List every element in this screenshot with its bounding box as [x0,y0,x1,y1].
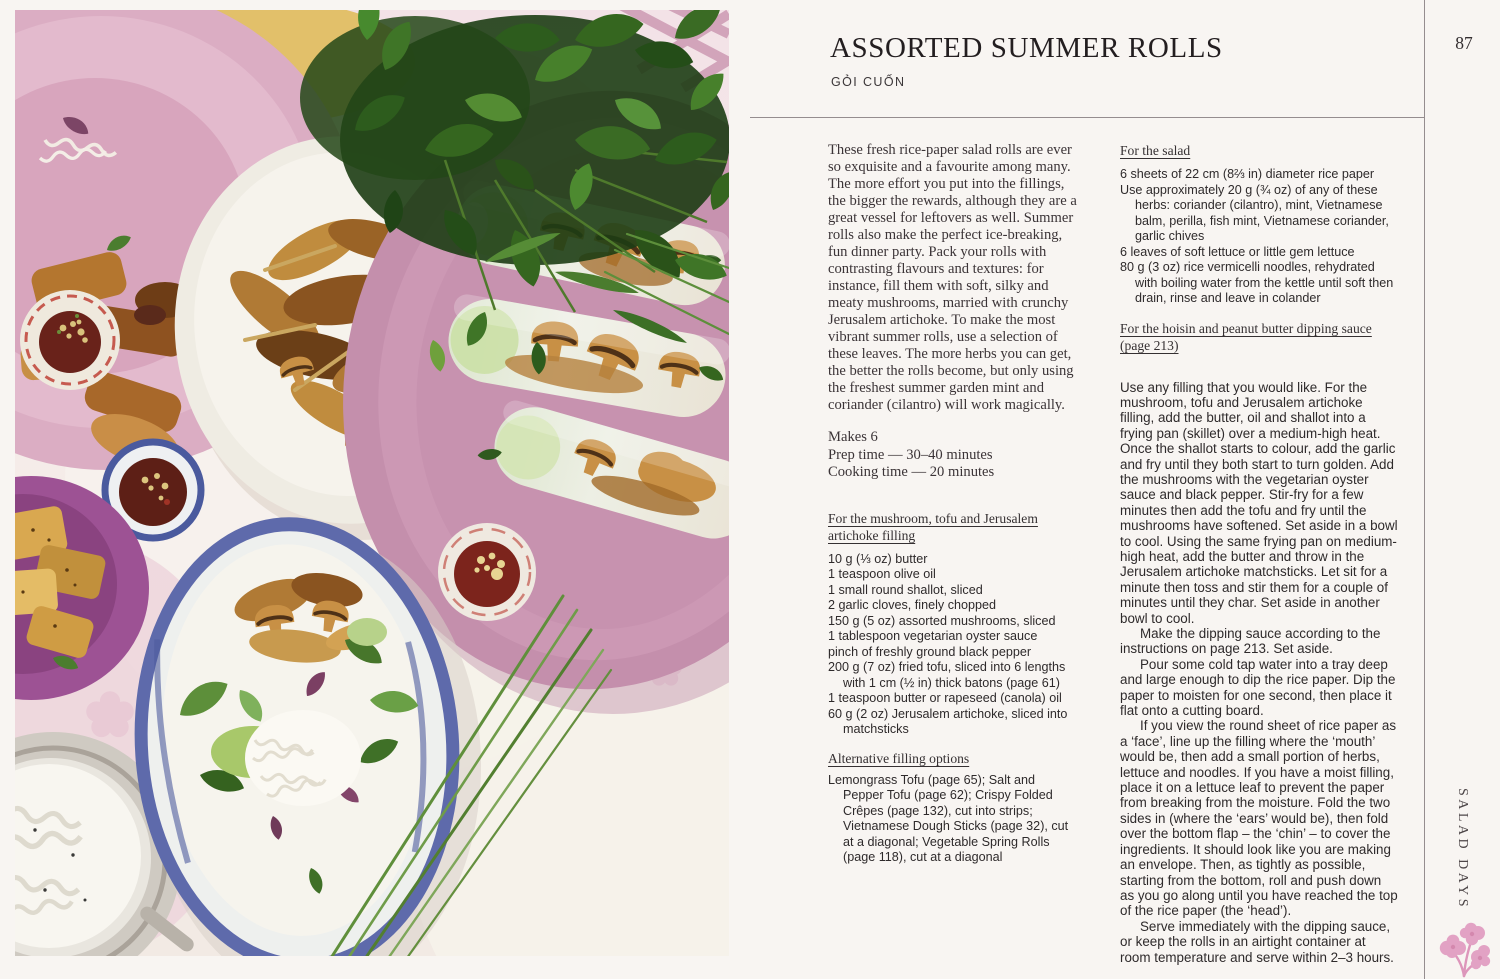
method-paragraph: Use any filling that you would like. For the mushroom, tofu and Jerusalem artichoke filling, add the butter, oil and shallot into a frying pan (skillet) over a medium-high heat. Once the shallot starts to colour, add the garlic and fry until they both start to turn golden. Add the mushrooms with the vegetarian oyster sauce and black pepper. Stir-fry for a few minutes then add the tofu and fry until the mushrooms have softened. Set aside in a bowl to cool. Using the same frying pan on medium-high heat, add the butter and throw in the Jerusalem artichoke matchsticks. Let sit for a minute then toss and stir them for a couple of minutes until they char. Set aside in another bowl to cool. [1120,379,1398,626]
recipe-intro: These fresh rice-paper salad rolls are ever so exquisite and a favourite among many. The more effort you put into the fillings, the bigger the rewards, although they are a great vessel for leftovers as well. Summer rolls also make the perfect ice-breaking, fun dinner party. Pack your rolls with contrasting flavours and textures: for instance, fill them with soft, silky and meaty mushrooms, married with crunchy Jerusalem artichoke. To make the most vibrant summer rolls, use a selection of these leaves. The more herbs you can get, the better the rolls become, but only using the freshest summer garden mint and coriander (cilantro) will work magically. [828,142,1077,413]
section-heading-salad: For the salad [1120,143,1191,158]
ingredient-item: 1 teaspoon butter or rapeseed (canola) oil [828,691,1062,705]
recipe-subtitle-vietnamese: GỎI CUỐN [831,75,906,89]
recipe-right-column [1120,142,1399,965]
food-photo-illustration [15,10,729,956]
ingredient-item: 80 g (3 oz) rice vermicelli noodles, rehydrated with boiling water from the kettle until soft then drain, rinse and leave in colander [1120,260,1394,305]
ingredient-list-salad [1120,167,1399,307]
ingredient-item: Use approximately 20 g (¾ oz) of any of these herbs: coriander (cilantro), mint, Vietnamese balm, perilla, fish mint, Vietnamese coriander, garlic chives [1120,182,1389,243]
recipe-meta-line: Makes 6 [828,429,878,445]
ingredient-item: 60 g (2 oz) Jerusalem artichoke, sliced into matchsticks [828,706,1068,736]
ingredient-item: 2 garlic cloves, finely chopped [828,598,997,612]
ingredient-item: 1 teaspoon olive oil [828,567,936,581]
ingredient-item: 1 small round shallot, sliced [828,582,983,597]
section-heading-dipping-sauce: For the hoisin and peanut butter dipping sauce (page 213) [1120,320,1372,353]
method-steps [1120,380,1399,965]
ingredient-item: pinch of freshly ground black pepper [828,644,1032,659]
ingredient-item: 6 leaves of soft lettuce or little gem lettuce [1120,244,1355,259]
section-heading-alternatives: Alternative filling options [828,750,970,766]
page-number: 87 [1455,33,1473,53]
ingredient-item: 200 g (7 oz) fried tofu, sliced into 6 lengths with 1 cm (½ in) thick batons (page 61) [828,660,1066,690]
ingredient-item: 1 tablespoon vegetarian oyster sauce [828,629,1038,643]
ingredient-item: 150 g (5 oz) assorted mushrooms, sliced [828,613,1056,628]
method-paragraph: If you view the round sheet of rice paper as a ‘face’, line up the filling where the ‘mouth’ would be, then add a small portion of herbs, lettuce and noodles. If you have a moist filling, place it on a lettuce leaf to prevent the paper from breaking from the moisture. Fold the two sides in (where the ‘ears’ would be), then fold over the bottom flap – the ‘chin’ – to cover the ingredients. It should look like you are making an envelope. Then, as tightly as possible, starting from the bottom, roll and push down as you go along until you have reached the top of the rice paper (the ‘head’). [1120,718,1398,919]
method-paragraph: Serve immediately with the dipping sauce, or keep the rolls in an airtight container at room temperature and serve within 2–3 hours. [1120,918,1394,965]
method-paragraph: Pour some cold tap water into a tray deep and large enough to dip the rice paper. Dip the paper to moisten for one second, then place it flat onto a cutting board. [1120,656,1396,719]
section-heading-filling: For the mushroom, tofu and Jerusalem artichoke filling [828,510,1038,543]
chapter-label-vertical: SALAD DAYS [1455,787,1470,910]
header-rule [750,117,1424,118]
coriander-sprig-icon [1436,918,1494,978]
ingredient-item: 6 sheets of 22 cm (8⅔ in) diameter rice paper [1120,167,1375,181]
recipe-left-column [828,142,1079,866]
ingredient-list-filling [828,552,1079,738]
alternative-options-text: Lemongrass Tofu (page 65); Salt and Pepper Tofu (page 62); Crispy Folded Crêpes (page 132), cut into strips; Vietnamese Dough Sticks (page 32), cut at a diagonal; Vegetable Spring Rolls (page 118), cut at a diagonal [828,772,1069,864]
ingredient-item: 10 g (⅓ oz) butter [828,551,928,566]
food-photo [15,10,729,956]
recipe-title: ASSORTED SUMMER ROLLS [830,32,1223,64]
recipe-meta-line: Cooking time — 20 minutes [828,464,995,480]
recipe-meta [828,429,1079,482]
method-paragraph: Make the dipping sauce according to the instructions on page 213. Set aside. [1120,626,1381,657]
recipe-meta-line: Prep time — 30–40 minutes [828,446,993,463]
